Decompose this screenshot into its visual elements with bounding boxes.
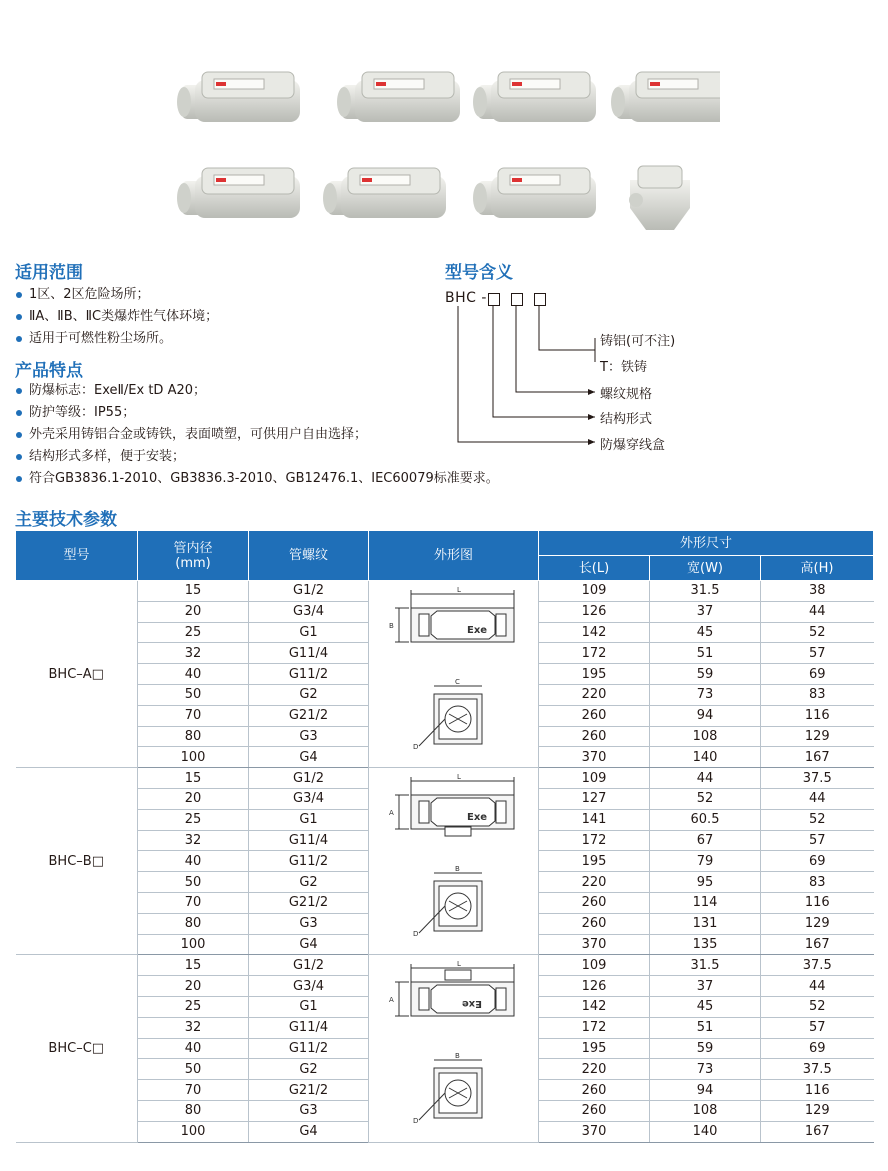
height-cell: 38 bbox=[761, 581, 874, 602]
header-length: 长(L) bbox=[539, 556, 650, 581]
width-cell: 44 bbox=[650, 768, 761, 789]
height-cell: 44 bbox=[761, 788, 874, 809]
scope-title: 适用范围 bbox=[15, 263, 83, 283]
thread-cell: G3 bbox=[249, 913, 369, 934]
bore-cell: 100 bbox=[138, 1121, 249, 1142]
width-cell: 59 bbox=[650, 664, 761, 685]
dim-h: A bbox=[388, 809, 394, 818]
bore-cell: 20 bbox=[138, 788, 249, 809]
scope-item: ⅡA、ⅡB、ⅡC类爆炸性气体环境； bbox=[15, 306, 218, 328]
drawing-label: Exe bbox=[466, 812, 487, 824]
bore-cell: 40 bbox=[138, 851, 249, 872]
height-cell: 37.5 bbox=[761, 955, 874, 976]
dim-l: L bbox=[456, 960, 461, 969]
dim-w: B bbox=[454, 865, 460, 874]
height-cell: 129 bbox=[761, 913, 874, 934]
bore-cell: 32 bbox=[138, 1017, 249, 1038]
width-cell: 108 bbox=[650, 1100, 761, 1121]
product-photos bbox=[160, 50, 720, 240]
height-cell: 129 bbox=[761, 1100, 874, 1121]
length-cell: 260 bbox=[539, 1100, 650, 1121]
width-cell: 79 bbox=[650, 851, 761, 872]
product-photo bbox=[337, 72, 460, 122]
model-label: 螺纹规格 bbox=[600, 387, 653, 402]
feature-item: 防爆标志：ExeⅡ/Ex tD A20； bbox=[15, 380, 499, 402]
feature-item: 防护等级：IP55； bbox=[15, 402, 499, 424]
bore-cell: 25 bbox=[138, 809, 249, 830]
width-cell: 135 bbox=[650, 934, 761, 955]
scope-list bbox=[15, 284, 218, 350]
product-photo bbox=[611, 72, 720, 122]
length-cell: 109 bbox=[539, 581, 650, 602]
thread-cell: G11/4 bbox=[249, 830, 369, 851]
width-cell: 59 bbox=[650, 1038, 761, 1059]
height-cell: 116 bbox=[761, 1080, 874, 1101]
shape-drawing-cell bbox=[369, 581, 539, 768]
height-cell: 167 bbox=[761, 747, 874, 768]
width-cell: 51 bbox=[650, 1017, 761, 1038]
header-dims: 外形尺寸 bbox=[539, 531, 874, 556]
bore-cell: 100 bbox=[138, 747, 249, 768]
bore-cell: 20 bbox=[138, 601, 249, 622]
length-cell: 220 bbox=[539, 872, 650, 893]
length-cell: 260 bbox=[539, 892, 650, 913]
height-cell: 57 bbox=[761, 643, 874, 664]
height-cell: 83 bbox=[761, 684, 874, 705]
model-cell: BHC–B□ bbox=[16, 768, 138, 955]
height-cell: 69 bbox=[761, 1038, 874, 1059]
width-cell: 114 bbox=[650, 892, 761, 913]
model-meaning-title: 型号含义 bbox=[445, 263, 513, 283]
length-cell: 260 bbox=[539, 705, 650, 726]
bore-cell: 80 bbox=[138, 1100, 249, 1121]
product-photo bbox=[473, 168, 596, 218]
bore-cell: 15 bbox=[138, 955, 249, 976]
height-cell: 44 bbox=[761, 976, 874, 997]
shape-drawing-cell bbox=[369, 768, 539, 955]
product-photo-group bbox=[160, 50, 720, 240]
scope-item: 1区、2区危险场所； bbox=[15, 284, 218, 306]
bore-cell: 80 bbox=[138, 913, 249, 934]
product-photo bbox=[629, 166, 690, 230]
width-cell: 52 bbox=[650, 788, 761, 809]
length-cell: 370 bbox=[539, 747, 650, 768]
length-cell: 141 bbox=[539, 809, 650, 830]
height-cell: 116 bbox=[761, 892, 874, 913]
thread-cell: G21/2 bbox=[249, 1080, 369, 1101]
thread-cell: G11/2 bbox=[249, 851, 369, 872]
length-cell: 109 bbox=[539, 768, 650, 789]
thread-cell: G1 bbox=[249, 622, 369, 643]
leader-lines bbox=[445, 290, 605, 460]
width-cell: 140 bbox=[650, 747, 761, 768]
bore-cell: 70 bbox=[138, 705, 249, 726]
height-cell: 83 bbox=[761, 872, 874, 893]
bore-cell: 20 bbox=[138, 976, 249, 997]
width-cell: 45 bbox=[650, 622, 761, 643]
model-cell: BHC–A□ bbox=[16, 581, 138, 768]
thread-cell: G2 bbox=[249, 684, 369, 705]
bore-cell: 15 bbox=[138, 581, 249, 602]
thread-cell: G11/4 bbox=[249, 1017, 369, 1038]
spec-body bbox=[16, 581, 874, 1143]
width-cell: 51 bbox=[650, 643, 761, 664]
width-cell: 131 bbox=[650, 913, 761, 934]
length-cell: 172 bbox=[539, 1017, 650, 1038]
width-cell: 31.5 bbox=[650, 581, 761, 602]
thread-cell: G2 bbox=[249, 872, 369, 893]
model-label: 防爆穿线盒 bbox=[600, 438, 666, 453]
dim-d: D bbox=[412, 743, 418, 752]
bore-cell: 32 bbox=[138, 830, 249, 851]
dim-d: D bbox=[412, 930, 418, 939]
length-cell: 172 bbox=[539, 643, 650, 664]
height-cell: 129 bbox=[761, 726, 874, 747]
header-model: 型号 bbox=[16, 531, 138, 581]
width-cell: 67 bbox=[650, 830, 761, 851]
height-cell: 167 bbox=[761, 934, 874, 955]
dim-h: A bbox=[388, 996, 394, 1005]
height-cell: 167 bbox=[761, 1121, 874, 1142]
length-cell: 370 bbox=[539, 1121, 650, 1142]
header-height: 高(H) bbox=[761, 556, 874, 581]
thread-cell: G3 bbox=[249, 726, 369, 747]
table-row bbox=[16, 581, 874, 602]
width-cell: 45 bbox=[650, 996, 761, 1017]
model-code: BHC - bbox=[445, 290, 487, 306]
length-cell: 260 bbox=[539, 1080, 650, 1101]
dim-w: B bbox=[454, 1052, 460, 1061]
table-row bbox=[16, 955, 874, 976]
dim-w: C bbox=[454, 678, 460, 687]
thread-cell: G11/2 bbox=[249, 1038, 369, 1059]
height-cell: 52 bbox=[761, 622, 874, 643]
width-cell: 37 bbox=[650, 976, 761, 997]
thread-cell: G3/4 bbox=[249, 788, 369, 809]
product-photo bbox=[177, 168, 300, 218]
thread-cell: G1/2 bbox=[249, 955, 369, 976]
height-cell: 57 bbox=[761, 1017, 874, 1038]
height-cell: 69 bbox=[761, 664, 874, 685]
length-cell: 142 bbox=[539, 622, 650, 643]
height-cell: 52 bbox=[761, 996, 874, 1017]
length-cell: 260 bbox=[539, 913, 650, 934]
header-bore-unit: (mm) bbox=[175, 555, 211, 571]
spec-table bbox=[15, 530, 874, 1143]
height-cell: 52 bbox=[761, 809, 874, 830]
width-cell: 31.5 bbox=[650, 955, 761, 976]
width-cell: 108 bbox=[650, 726, 761, 747]
bore-cell: 40 bbox=[138, 664, 249, 685]
model-cell: BHC–C□ bbox=[16, 955, 138, 1142]
length-cell: 172 bbox=[539, 830, 650, 851]
length-cell: 220 bbox=[539, 1059, 650, 1080]
header-shape: 外形图 bbox=[369, 531, 539, 581]
features-title: 产品特点 bbox=[15, 361, 83, 381]
thread-cell: G11/4 bbox=[249, 643, 369, 664]
header-bore-label: 管内径 bbox=[173, 540, 213, 556]
length-cell: 370 bbox=[539, 934, 650, 955]
header-thread: 管螺纹 bbox=[249, 531, 369, 581]
thread-cell: G2 bbox=[249, 1059, 369, 1080]
model-meaning-diagram bbox=[445, 290, 705, 460]
length-cell: 126 bbox=[539, 601, 650, 622]
width-cell: 94 bbox=[650, 705, 761, 726]
header-width: 宽(W) bbox=[650, 556, 761, 581]
dim-d: D bbox=[412, 1117, 418, 1126]
thread-cell: G4 bbox=[249, 1121, 369, 1142]
scope-item: 适用于可燃性粉尘场所。 bbox=[15, 328, 218, 350]
bore-cell: 50 bbox=[138, 684, 249, 705]
spec-title: 主要技术参数 bbox=[15, 510, 117, 530]
model-label: 铸铝(可不注) bbox=[600, 334, 676, 349]
drawing-label: Exe bbox=[461, 998, 482, 1010]
dim-l: L bbox=[456, 586, 461, 595]
thread-cell: G11/2 bbox=[249, 664, 369, 685]
thread-cell: G1 bbox=[249, 809, 369, 830]
bore-cell: 80 bbox=[138, 726, 249, 747]
model-label: T：铁铸 bbox=[600, 360, 647, 375]
bore-cell: 40 bbox=[138, 1038, 249, 1059]
thread-cell: G1/2 bbox=[249, 768, 369, 789]
bore-cell: 50 bbox=[138, 872, 249, 893]
header-bore bbox=[138, 531, 249, 581]
width-cell: 73 bbox=[650, 1059, 761, 1080]
bore-cell: 70 bbox=[138, 892, 249, 913]
bore-cell: 70 bbox=[138, 1080, 249, 1101]
thread-cell: G4 bbox=[249, 934, 369, 955]
shape-drawing-cell bbox=[369, 955, 539, 1142]
bore-cell: 25 bbox=[138, 622, 249, 643]
length-cell: 195 bbox=[539, 1038, 650, 1059]
dim-l: L bbox=[456, 773, 461, 782]
width-cell: 73 bbox=[650, 684, 761, 705]
width-cell: 95 bbox=[650, 872, 761, 893]
thread-cell: G1 bbox=[249, 996, 369, 1017]
width-cell: 140 bbox=[650, 1121, 761, 1142]
length-cell: 126 bbox=[539, 976, 650, 997]
thread-cell: G4 bbox=[249, 747, 369, 768]
length-cell: 142 bbox=[539, 996, 650, 1017]
features-list bbox=[15, 380, 499, 490]
thread-cell: G3/4 bbox=[249, 601, 369, 622]
height-cell: 37.5 bbox=[761, 1059, 874, 1080]
thread-cell: G21/2 bbox=[249, 705, 369, 726]
model-label: 结构形式 bbox=[600, 412, 653, 427]
length-cell: 260 bbox=[539, 726, 650, 747]
bore-cell: 25 bbox=[138, 996, 249, 1017]
height-cell: 37.5 bbox=[761, 768, 874, 789]
length-cell: 195 bbox=[539, 851, 650, 872]
length-cell: 109 bbox=[539, 955, 650, 976]
height-cell: 44 bbox=[761, 601, 874, 622]
thread-cell: G3 bbox=[249, 1100, 369, 1121]
dimension-drawing bbox=[379, 586, 529, 756]
feature-item: 外壳采用铸铝合金或铸铁，表面喷塑，可供用户自由选择； bbox=[15, 424, 499, 446]
dimension-drawing bbox=[379, 960, 529, 1130]
product-photo bbox=[473, 72, 596, 122]
bore-cell: 15 bbox=[138, 768, 249, 789]
width-cell: 60.5 bbox=[650, 809, 761, 830]
height-cell: 69 bbox=[761, 851, 874, 872]
bore-cell: 32 bbox=[138, 643, 249, 664]
dim-h: B bbox=[388, 622, 394, 631]
length-cell: 220 bbox=[539, 684, 650, 705]
height-cell: 116 bbox=[761, 705, 874, 726]
length-cell: 195 bbox=[539, 664, 650, 685]
thread-cell: G1/2 bbox=[249, 581, 369, 602]
width-cell: 37 bbox=[650, 601, 761, 622]
length-cell: 127 bbox=[539, 788, 650, 809]
product-photo bbox=[323, 168, 446, 218]
height-cell: 57 bbox=[761, 830, 874, 851]
drawing-label: Exe bbox=[466, 625, 487, 637]
feature-item: 结构形式多样，便于安装； bbox=[15, 446, 499, 468]
bore-cell: 100 bbox=[138, 934, 249, 955]
thread-cell: G21/2 bbox=[249, 892, 369, 913]
width-cell: 94 bbox=[650, 1080, 761, 1101]
dimension-drawing bbox=[379, 773, 529, 943]
feature-item: 符合GB3836.1-2010、GB3836.3-2010、GB12476.1、IEC60079标准要求。 bbox=[15, 468, 499, 490]
thread-cell: G3/4 bbox=[249, 976, 369, 997]
table-row bbox=[16, 768, 874, 789]
bore-cell: 50 bbox=[138, 1059, 249, 1080]
